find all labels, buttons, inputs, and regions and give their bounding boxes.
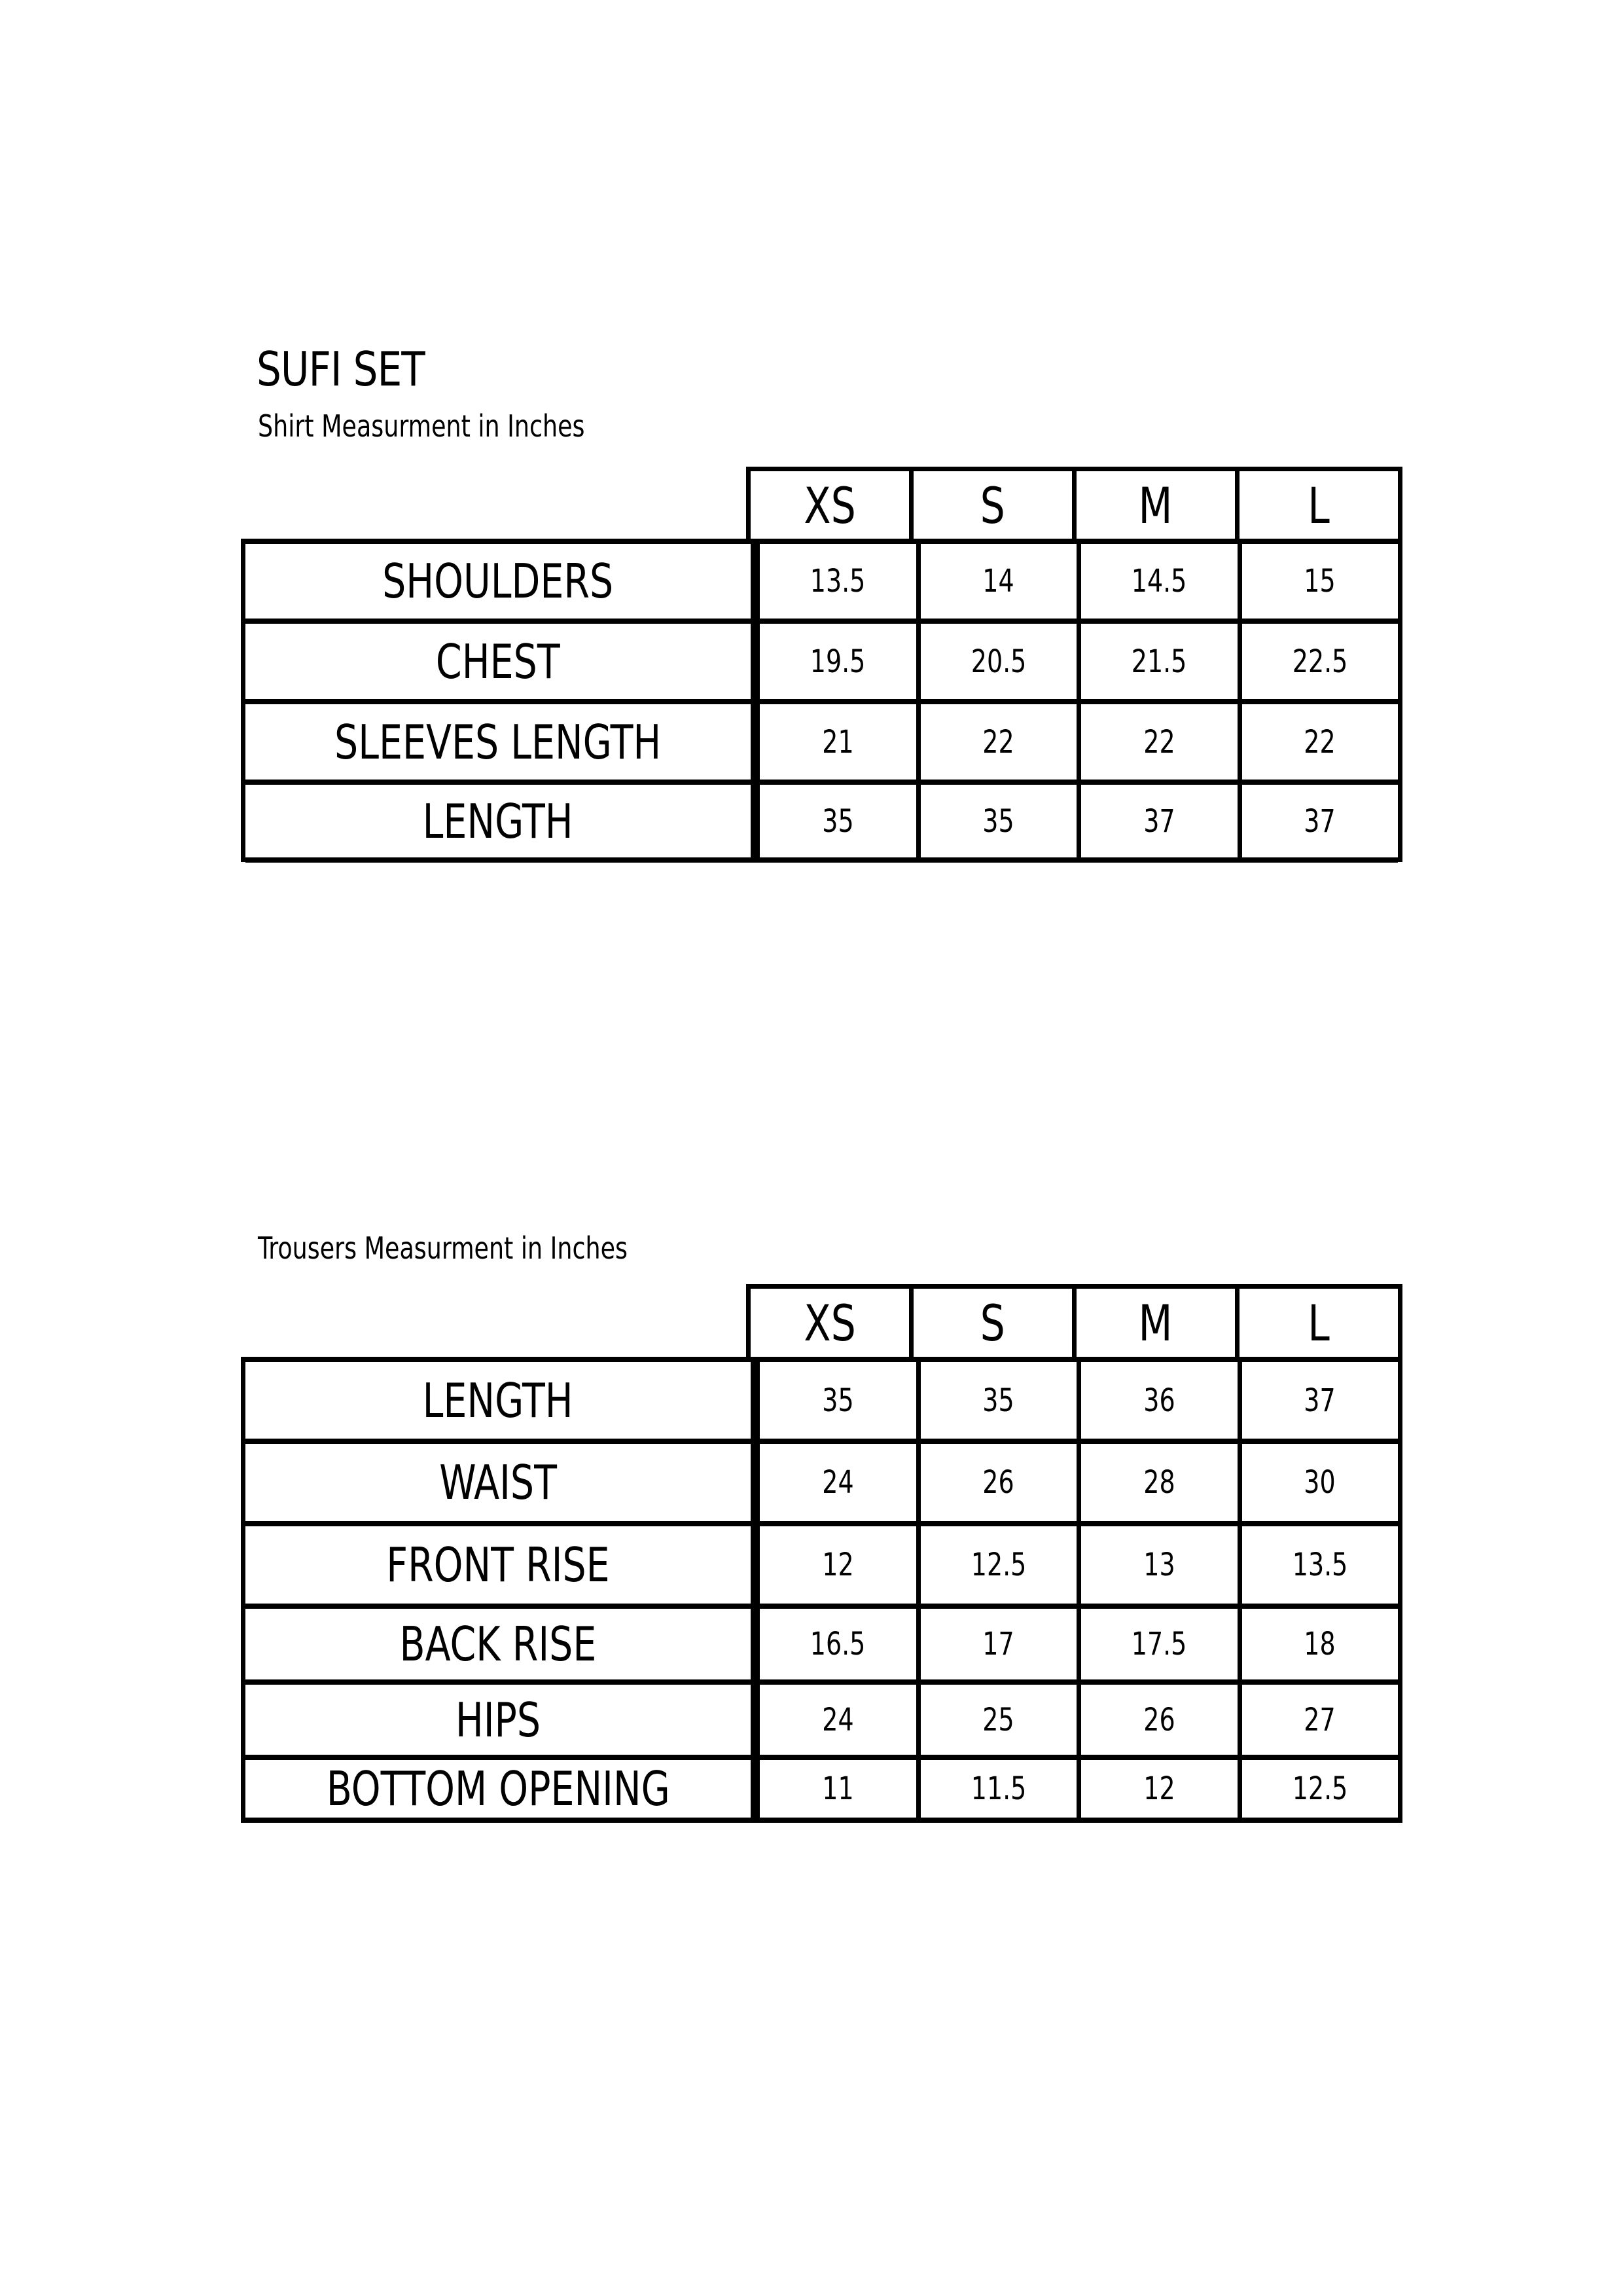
cell-value: 24 [755,1444,916,1521]
cell-value: 17.5 [1077,1609,1238,1679]
cell-value: 36 [1077,1362,1238,1439]
row-label: BACK RISE [245,1609,755,1679]
trousers-caption: Trousers Measurment in Inches [258,1230,628,1266]
table-row [245,1755,1398,1818]
cell-value: 12.5 [1238,1760,1399,1818]
table-row [245,780,1398,857]
row-label: FRONT RISE [245,1526,755,1604]
table-row [245,1679,1398,1755]
cell-value: 37 [1238,1362,1399,1439]
cell-value: 37 [1238,785,1399,857]
row-label: SHOULDERS [245,544,755,619]
cell-value: 25 [916,1685,1077,1755]
table-row [245,1357,1398,1439]
table-row [245,699,1398,780]
size-header-l: L [1235,1289,1398,1357]
cell-value: 37 [1077,785,1238,857]
cell-value: 14 [916,544,1077,619]
cell-value: 12.5 [916,1526,1077,1604]
cell-value: 26 [1077,1685,1238,1755]
cell-value: 27 [1238,1685,1399,1755]
row-label: BOTTOM OPENING [245,1760,755,1818]
cell-value: 12 [755,1526,916,1604]
cell-value: 35 [755,785,916,857]
row-label: LENGTH [245,785,755,857]
cell-value: 17 [916,1609,1077,1679]
table-row [245,539,1398,619]
cell-value: 18 [1238,1609,1399,1679]
cell-value: 21.5 [1077,624,1238,699]
table-row [245,619,1398,699]
size-header-xs: XS [804,476,856,535]
size-header-xs: XS [804,1294,856,1352]
cell-value: 30 [1238,1444,1399,1521]
size-header-s: S [909,1289,1072,1357]
trousers-measurement-table [241,1357,1402,1823]
cell-value: 15 [1238,544,1399,619]
size-header-s: S [909,471,1072,539]
size-header-m: M [1072,1289,1235,1357]
cell-value: 22 [1077,704,1238,780]
cell-value: 28 [1077,1444,1238,1521]
table-row [245,1521,1398,1604]
cell-value: 35 [916,785,1077,857]
size-header-l: L [1235,471,1398,539]
cell-value: 22 [916,704,1077,780]
cell-value: 22.5 [1238,624,1399,699]
cell-value: 13 [1077,1526,1238,1604]
cell-value: 13.5 [755,544,916,619]
cell-value: 11.5 [916,1760,1077,1818]
row-label: CHEST [245,624,755,699]
shirt-measurement-table [241,539,1402,862]
row-label: WAIST [245,1444,755,1521]
size-header-m: M [1072,471,1235,539]
page-title: SUFI SET [257,342,425,397]
shirt-size-header [746,467,1402,544]
row-label: HIPS [245,1685,755,1755]
row-label: SLEEVES LENGTH [245,704,755,780]
table-row [245,1439,1398,1521]
cell-value: 35 [755,1362,916,1439]
table-row [245,1604,1398,1679]
cell-value: 22 [1238,704,1399,780]
cell-value: 24 [755,1685,916,1755]
row-label: LENGTH [245,1362,755,1439]
cell-value: 19.5 [755,624,916,699]
cell-value: 11 [755,1760,916,1818]
cell-value: 35 [916,1362,1077,1439]
cell-value: 16.5 [755,1609,916,1679]
cell-value: 20.5 [916,624,1077,699]
trousers-size-header [746,1284,1402,1362]
cell-value: 13.5 [1238,1526,1399,1604]
cell-value: 26 [916,1444,1077,1521]
cell-value: 21 [755,704,916,780]
cell-value: 12 [1077,1760,1238,1818]
shirt-caption: Shirt Measurment in Inches [258,408,585,444]
cell-value: 14.5 [1077,544,1238,619]
